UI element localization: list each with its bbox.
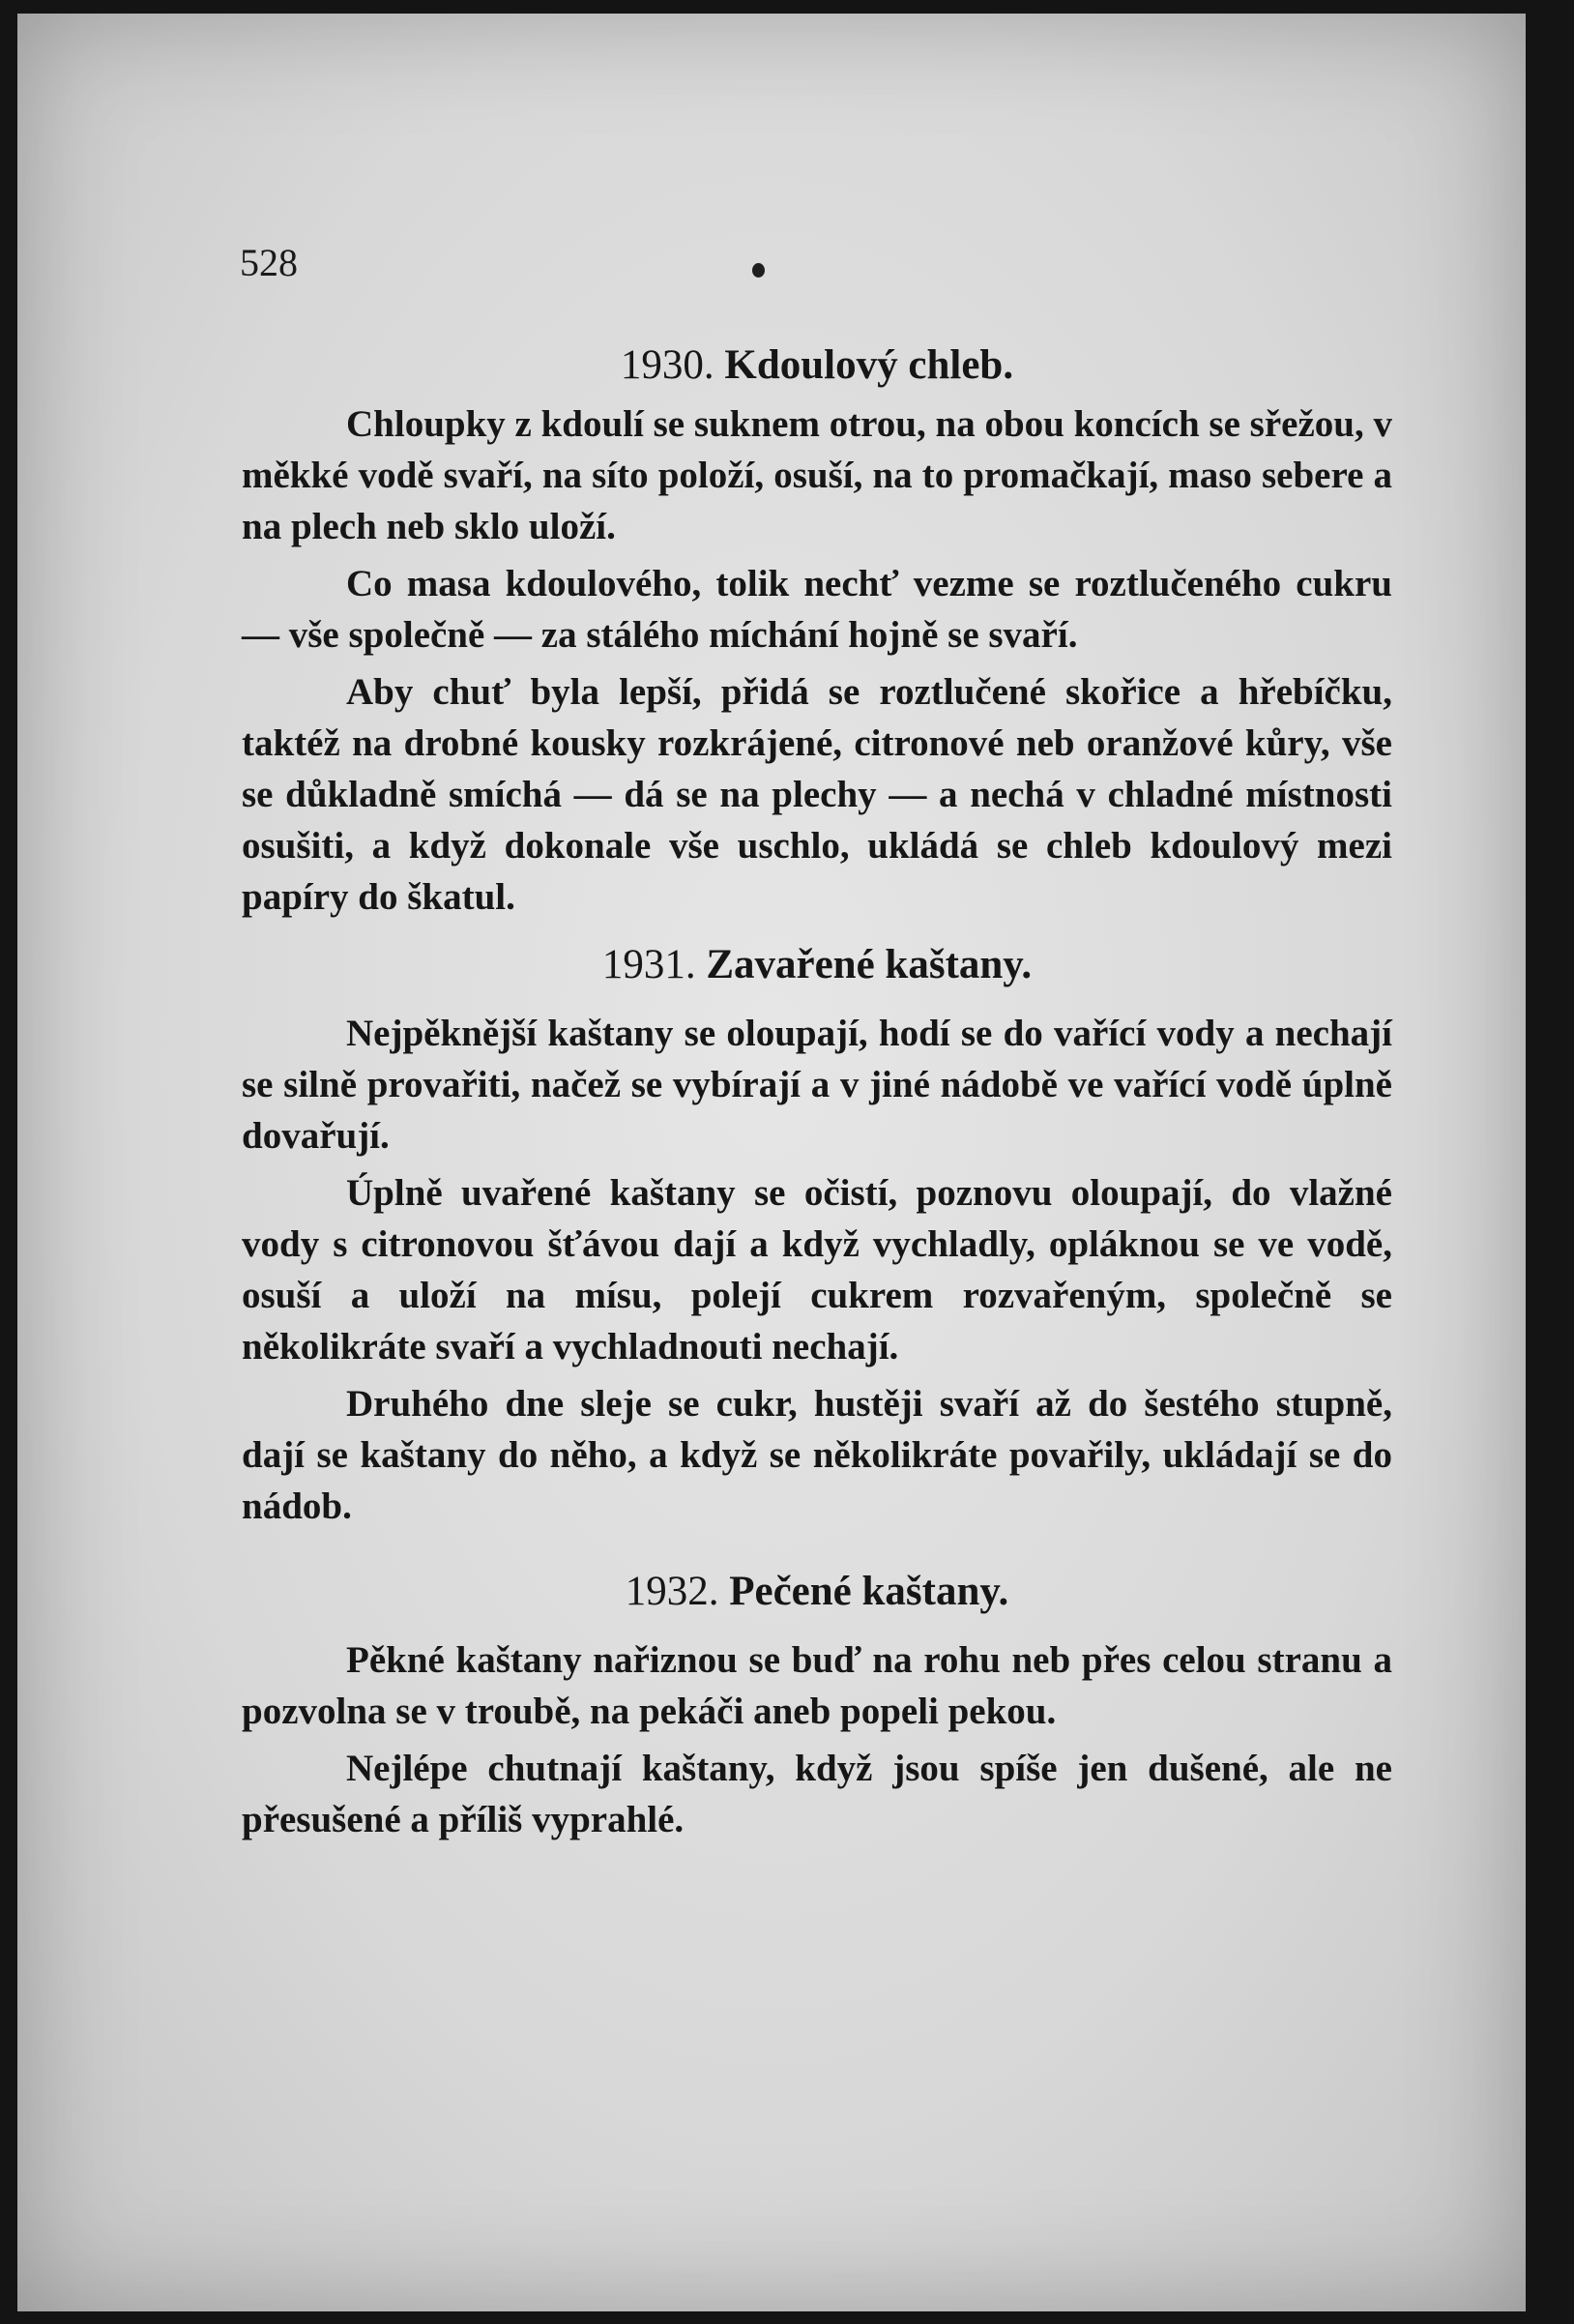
recipe-number: 1932. (625, 1569, 719, 1614)
book-page (17, 14, 1526, 2311)
recipe-heading (242, 938, 1392, 992)
paragraph: Pěkné kaštany nařiznou se buď na rohu neb přes celou stranu a pozvolna se v troubě, na pekáči aneb popeli pekou. (242, 1639, 1392, 1732)
recipe-title: Kdoulový chleb. (724, 342, 1014, 388)
page-number: 528 (240, 241, 298, 284)
paragraph: Co masa kdoulového, tolik nechť vezme se roztlučeného cukru — vše společně — za stálého míchání hojně se svaří. (242, 563, 1392, 656)
recipe-title: Pečené kaštany. (729, 1569, 1009, 1614)
paragraph: Úplně uvařené kaštany se očistí, poznovu oloupají, do vlažné vody s citronovou šťávou dají a když vychladly, opláknou se ve vodě, osuší a uloží na mísu, polejí cukrem rozvařeným, společně se několikráte svaří a vychladnouti nechají. (242, 1172, 1392, 1368)
ink-dot (752, 263, 765, 278)
recipe-title: Zavařené kaštany. (706, 942, 1033, 987)
paragraph: Nejlépe chutnají kaštany, když jsou spíše jen dušené, ale ne přesušené a příliš vyprahlé. (242, 1748, 1392, 1840)
page-text (242, 338, 1392, 1845)
recipe-heading (242, 338, 1392, 393)
paragraph: Druhého dne sleje se cukr, hustěji svaří až do šestého stupně, dají se kaštany do něho, a když se několikráte povařily, ukládají se do nádob. (242, 1383, 1392, 1527)
paragraph: Aby chuť byla lepší, přidá se roztlučené skořice a hřebíčku, taktéž na drobné kousky rozkrájené, citronové neb oranžové kůry, vše se důkladně smíchá — dá se na plechy — a nechá v chladné místnosti osušiti, a když dokonale vše uschlo, ukládá se chleb kdoulový mezi papíry do škatul. (242, 671, 1392, 918)
recipe-number: 1931. (601, 942, 696, 987)
paragraph: Chloupky z kdoulí se suknem otrou, na obou koncích se sřežou, v měkké vodě svaří, na síto položí, osuší, na to promačkají, maso sebere a na plech neb sklo uloží. (242, 403, 1392, 547)
recipe-number: 1930. (620, 342, 714, 388)
recipe-heading (242, 1565, 1392, 1619)
paragraph: Nejpěknější kaštany se oloupají, hodí se do vařící vody a nechají se silně provařiti, načež se vybírají a v jiné nádobě ve vařící vodě úplně dovařují. (242, 1013, 1392, 1157)
